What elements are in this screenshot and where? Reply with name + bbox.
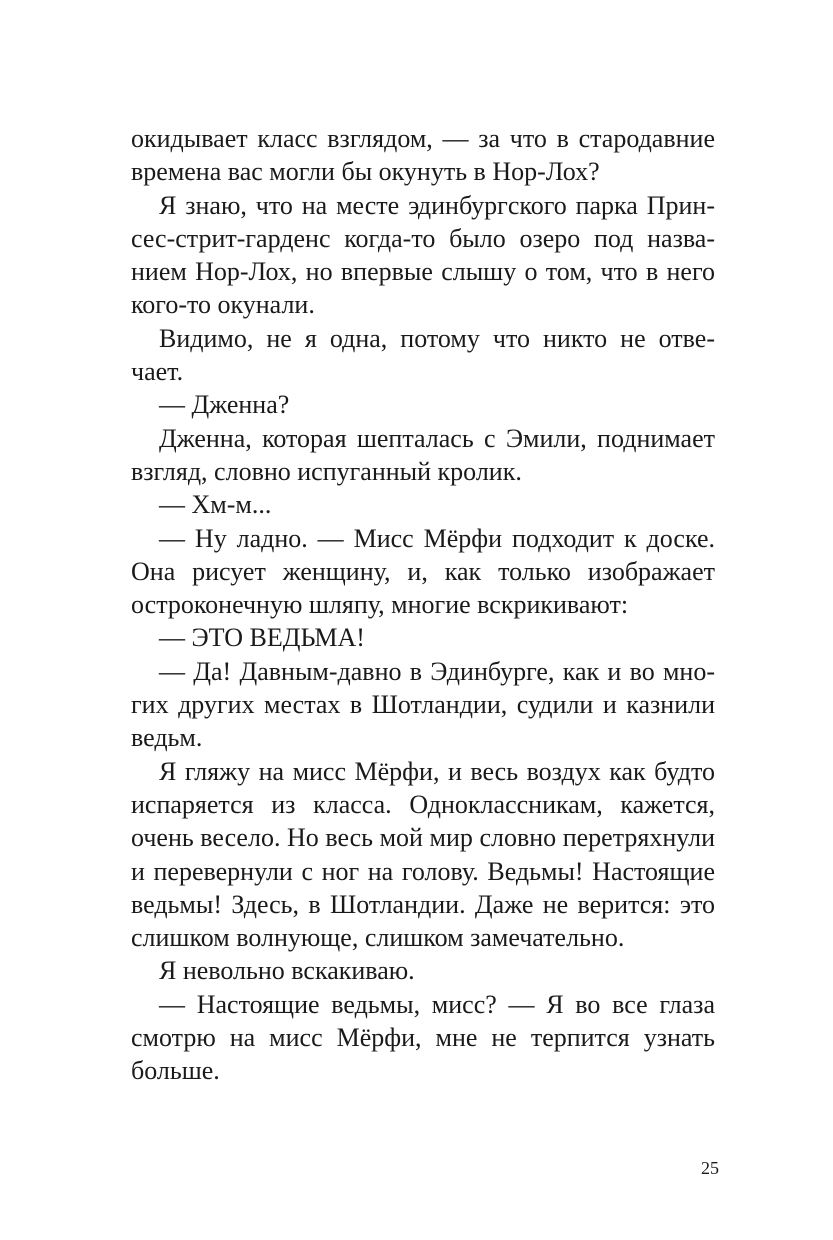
text-line: ведьм. [131, 723, 203, 753]
text-line: Дженна, которая шепталась с Эмили, поднимает [159, 423, 715, 453]
text-line: смотрю на мисс Мёрфи, мне не терпится узнать [131, 1023, 715, 1053]
text-line: кого-то окунали. [131, 290, 315, 320]
text-line: окидывает класс взглядом, — за что в стародавние [131, 124, 715, 153]
text-line: — ЭТО ВЕДЬМА! [159, 623, 365, 653]
text-line: испаряется из класса. Одноклассникам, кажется, [131, 789, 715, 819]
text-line: — Дженна? [159, 390, 290, 420]
text-line: чает. [131, 357, 184, 387]
text-line: очень весело. Но весь мой мир словно перетряхнули [131, 823, 715, 853]
text-line: гих других местах в Шотландии, судили и казнили [131, 690, 715, 720]
text-line: Видимо, не я одна, потому что никто не отве- [159, 323, 715, 353]
text-line: сес-стрит-гарденс когда-то было озеро под назва- [131, 223, 715, 253]
text-line: Она рисует женщину, и, как только изображает [131, 556, 715, 586]
text-line: нием Нор-Лох, но впервые слышу о том, что в него [131, 257, 715, 287]
text-line: времена вас могли бы окунуть в Нор-Лох? [131, 157, 600, 187]
text-line: Я невольно вскакиваю. [159, 956, 415, 986]
text-line: взгляд, словно испуганный кролик. [131, 456, 522, 486]
page-number: 25 [701, 1158, 719, 1178]
text-line: и перевернули с ног на голову. Ведьмы! Настоящие [131, 856, 715, 886]
text-line: — Да! Давным-давно в Эдинбурге, как и во мно- [159, 656, 715, 686]
text-line: больше. [131, 1056, 220, 1086]
text-line: Я знаю, что на месте эдинбургского парка Прин- [159, 190, 715, 220]
body-text [131, 122, 715, 1088]
text-line: — Хм-м... [159, 490, 272, 520]
text-line: Я гляжу на мисс Мёрфи, и весь воздух как будто [159, 756, 715, 786]
text-line: — Ну ладно. — Мисс Мёрфи подходит к доске. [159, 523, 715, 553]
text-line: ведьмы! Здесь, в Шотландии. Даже не верится: это [131, 889, 715, 919]
text-line: слишком волнующе, слишком замечательно. [131, 923, 625, 953]
text-line: остроконечную шляпу, многие вскрикивают: [131, 590, 629, 620]
text-line: — Настоящие ведьмы, мисс? — Я во все глаза [159, 989, 715, 1019]
